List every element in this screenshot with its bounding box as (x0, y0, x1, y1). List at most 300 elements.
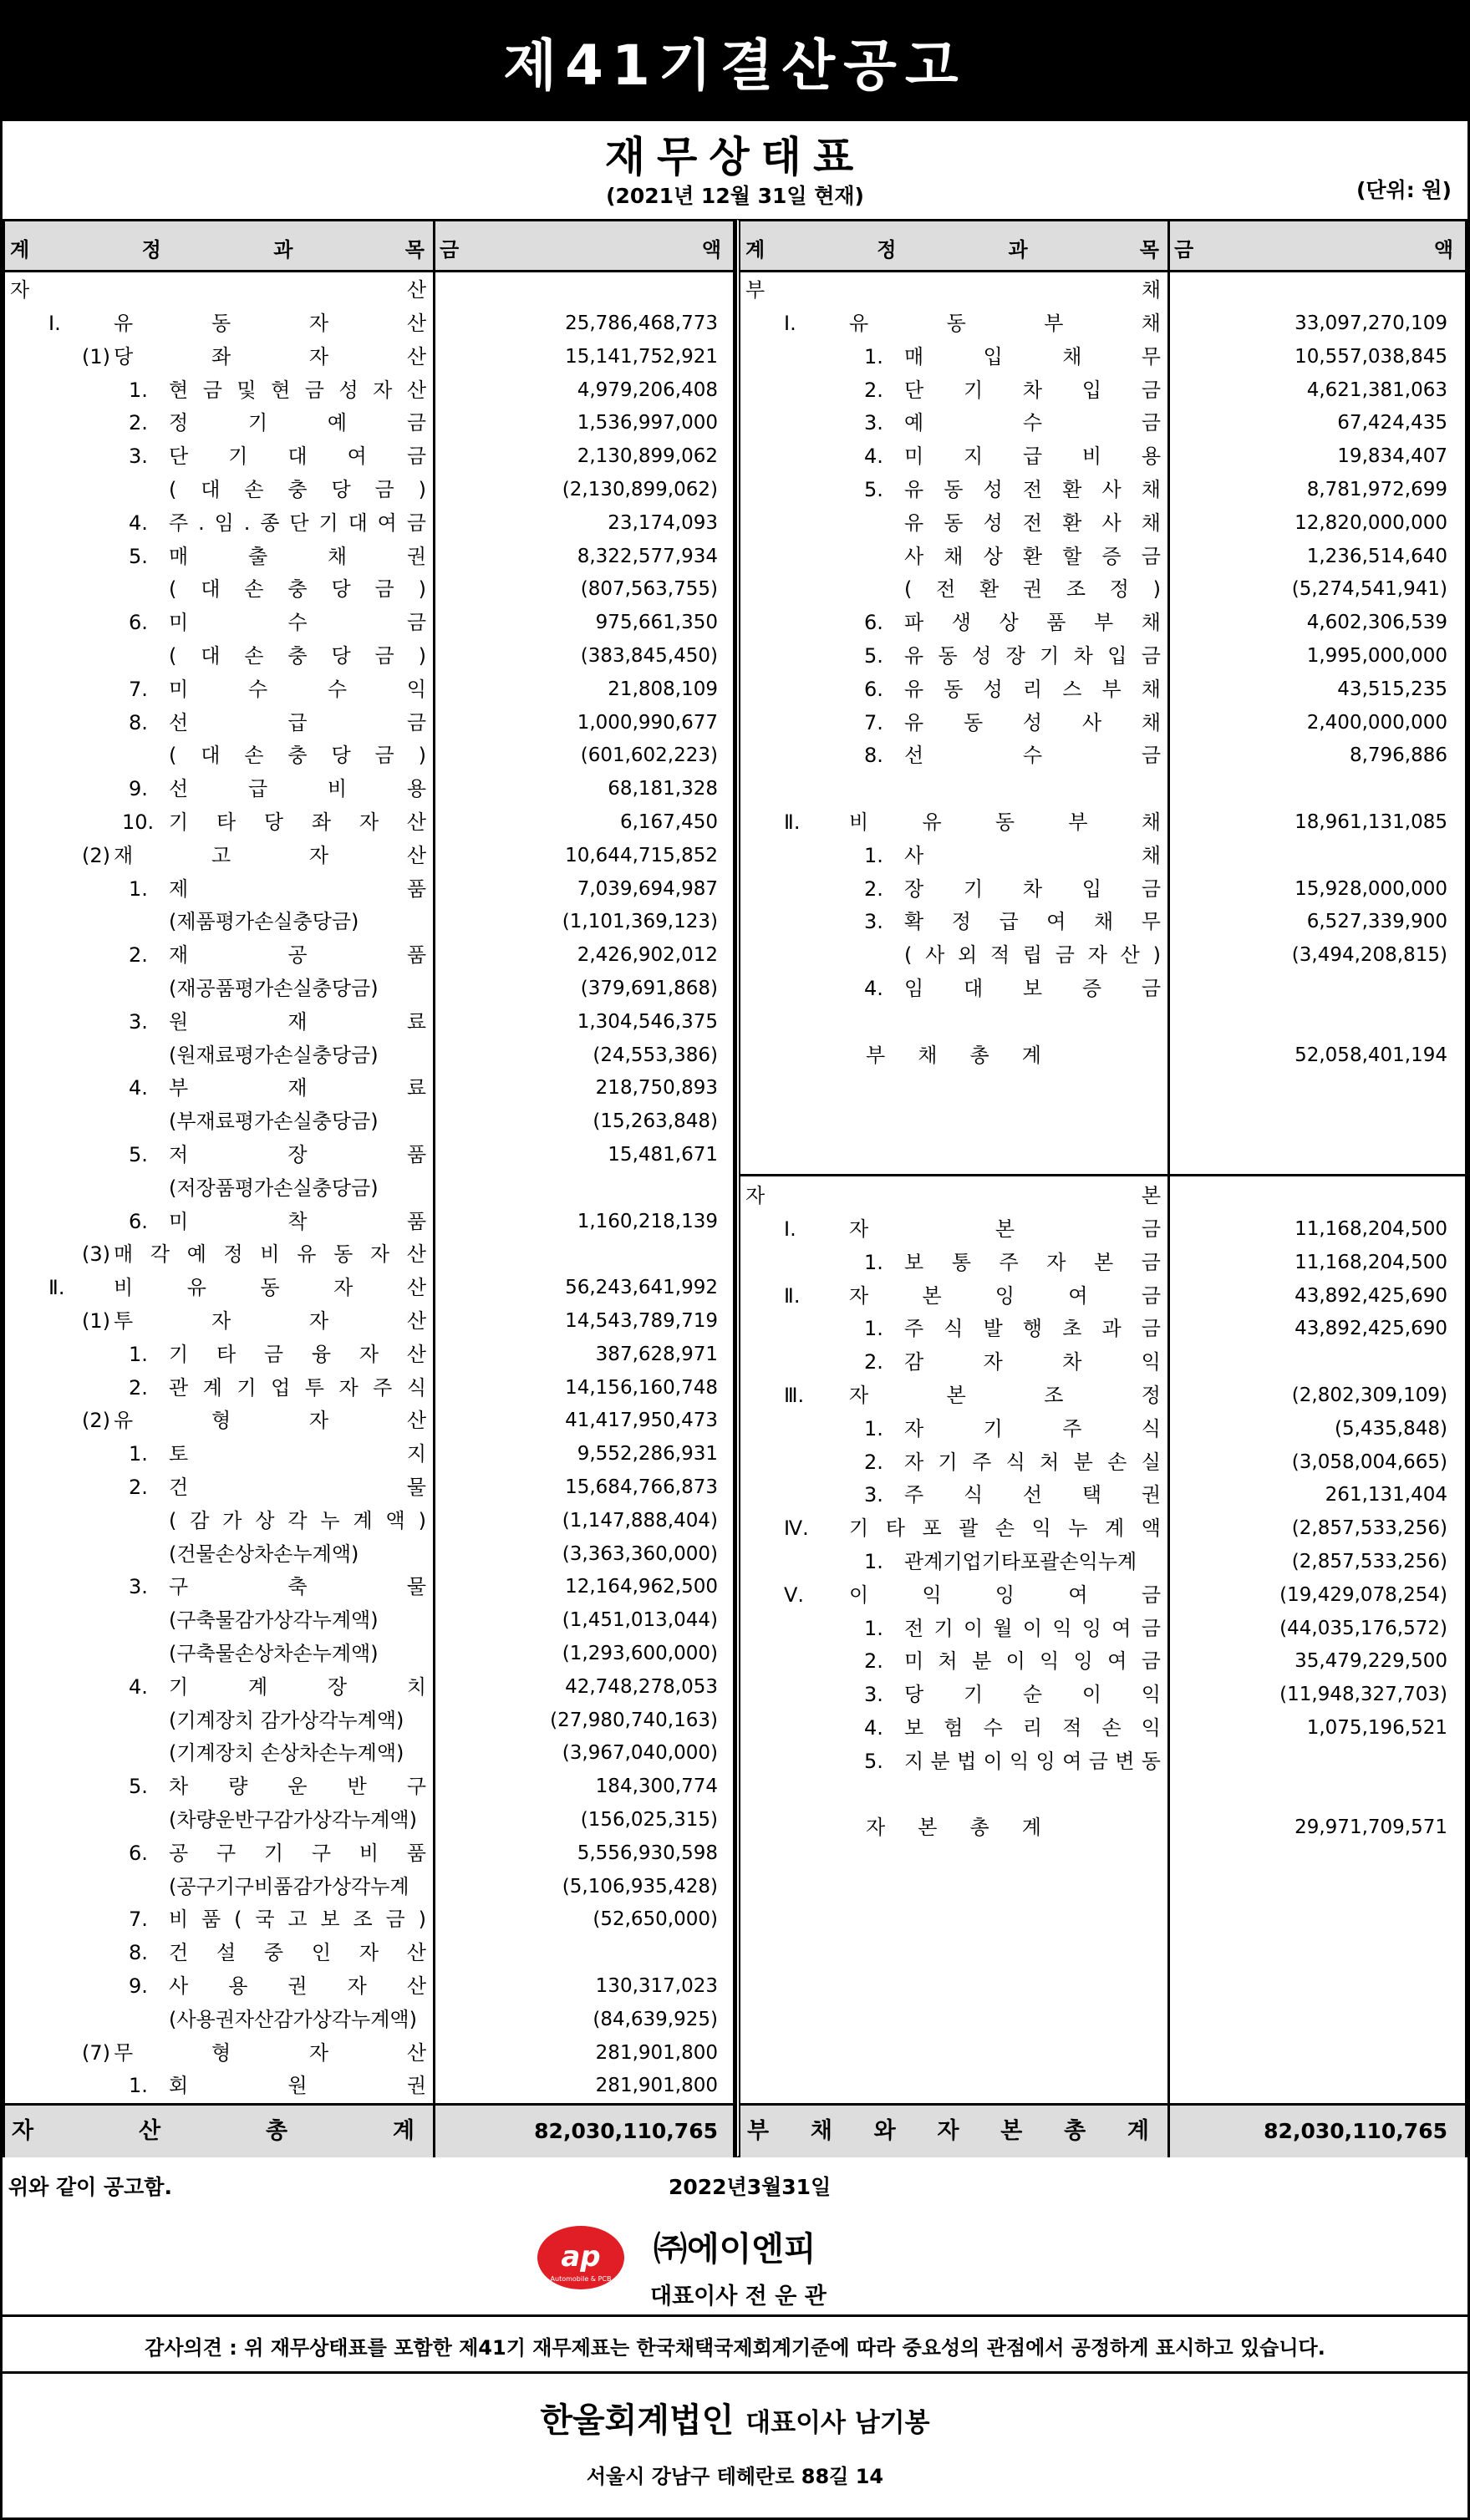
row-label-char: 산 (406, 1342, 426, 1366)
row-label-char: 성 (983, 677, 1003, 701)
row-label-char: 당 (331, 644, 351, 668)
row-label-char: 립 (1022, 943, 1043, 968)
row-amount: (5,106,935,428) (562, 1875, 718, 1898)
row-label (866, 1811, 1041, 1844)
table-row (740, 307, 1465, 340)
table-row (5, 1371, 733, 1405)
row-label-char: 본 (994, 1217, 1015, 1241)
row-label-char: 금 (1141, 1250, 1161, 1274)
row-label-char: ) (418, 1908, 426, 1932)
row-number: 8. (129, 1941, 148, 1965)
row-label-char: 주 (169, 511, 189, 535)
row-label-char: 정 (1109, 577, 1129, 602)
row-label-char: 여 (1111, 1616, 1132, 1640)
row-label (904, 606, 1161, 639)
row-number: 1. (864, 1616, 883, 1640)
row-label-char: 총 (969, 1043, 989, 1067)
row-label (114, 1304, 426, 1338)
row-label-char: 잉 (1035, 1749, 1055, 1773)
row-number: Ⅰ. (784, 1217, 796, 1241)
row-label-char: 산 (406, 1276, 426, 1300)
row-label-char: 이 (983, 1749, 1003, 1773)
row-label (114, 1404, 426, 1437)
row-label-char: 동 (944, 677, 964, 701)
row-label (169, 373, 426, 407)
table-row (740, 340, 1465, 373)
row-label-char: 금 (1141, 1317, 1161, 1341)
header-account (10, 233, 425, 262)
row-label-char: 품 (406, 1841, 426, 1865)
row-label-char: 입 (983, 344, 1003, 368)
row-label (169, 1371, 426, 1405)
row-label (114, 1271, 426, 1304)
row-number: 7. (129, 1908, 148, 1932)
row-label-char: ) (418, 478, 426, 501)
row-label-char: 기 (1040, 644, 1060, 668)
row-label-char: 미 (169, 1209, 189, 1233)
row-label-char: 금 (1141, 644, 1161, 668)
table-row (740, 872, 1465, 906)
row-label-char: 금 (385, 1908, 405, 1932)
row-label-char: 권 (1022, 577, 1043, 602)
firm-name: 한울회계법인 (540, 2401, 735, 2440)
row-amount: 11,168,204,500 (1295, 1218, 1447, 1240)
row-label-char: 축 (287, 1575, 308, 1599)
row-label-char: 지 (904, 1749, 924, 1773)
table-row (5, 972, 733, 1005)
assets-total-label-char: 총 (265, 2118, 288, 2144)
row-label-char: 채 (327, 544, 348, 568)
table-row (5, 739, 733, 772)
row-label-char: 지 (406, 1442, 426, 1466)
row-label-char: 외 (958, 943, 978, 968)
row-amount: (1,147,888,404) (562, 1509, 718, 1532)
row-label-char: 차 (1062, 1350, 1082, 1374)
row-label-char: 익 (1040, 1649, 1060, 1674)
row-label (169, 606, 426, 639)
row-label-char: 임 (904, 977, 924, 1000)
row-label-char: 여 (1068, 1283, 1088, 1308)
row-label-char: 품 (406, 876, 426, 901)
row-label-char: 유 (904, 511, 924, 535)
row-label-char: 중 (263, 1941, 284, 1965)
row-label (904, 905, 1161, 938)
row-label-char: 정 (1141, 1384, 1161, 1407)
row-amount: 19,834,407 (1337, 445, 1447, 468)
row-label-char: 누 (1068, 1517, 1088, 1541)
row-amount: (807,563,755) (580, 578, 718, 601)
row-amount: (3,058,004,665) (1291, 1451, 1447, 1473)
row-amount: (1,451,013,044) (562, 1609, 718, 1632)
row-label-char: ) (418, 1508, 426, 1532)
table-row (740, 1039, 1465, 1072)
table-row (740, 506, 1465, 540)
row-amount: 68,181,328 (608, 778, 718, 800)
table-row (5, 805, 733, 839)
row-number: 2. (129, 1476, 148, 1499)
row-label (866, 1039, 1041, 1072)
table-row (740, 805, 1465, 839)
row-number: 4. (864, 1716, 883, 1740)
row-label-char: 사 (904, 843, 924, 867)
svg-text:Automobile & PCB: Automobile & PCB (550, 2275, 612, 2283)
row-label-char: 채 (1141, 611, 1161, 635)
row-label-char: 치 (406, 1674, 426, 1699)
row-label-char: 이 (1081, 1683, 1102, 1707)
row-label (169, 872, 426, 906)
table-row (740, 1612, 1465, 1645)
row-label: (건물손상차손누계액) (169, 1542, 359, 1566)
assets-total-label-char: 산 (138, 2118, 161, 2144)
row-label-char: 조 (1066, 577, 1086, 602)
assets-total-label (12, 2106, 415, 2157)
row-label-char: 손 (1107, 1450, 1127, 1474)
table-row (740, 1312, 1465, 1345)
row-amount: (52,650,000) (593, 1908, 718, 1931)
row-amount: 130,317,023 (595, 1975, 718, 1997)
column-header (740, 221, 1465, 272)
table-row (5, 1138, 733, 1171)
row-label-char: 구 (406, 1775, 426, 1799)
row-label-char: 각 (287, 1508, 308, 1532)
row-amount: 14,156,160,748 (565, 1376, 718, 1399)
table-row (5, 1603, 733, 1637)
row-label: (제품평가손실충당금) (169, 910, 359, 934)
row-label-char: 품 (406, 1143, 426, 1166)
row-label-char: 산 (406, 1242, 426, 1267)
row-amount: 15,684,766,873 (565, 1476, 718, 1498)
row-label-char: 여 (1107, 1649, 1127, 1674)
row-label-char: 기 (849, 1517, 869, 1541)
table-row (5, 1205, 733, 1238)
row-label-char: 단 (289, 511, 309, 535)
row-label-char: 비 (169, 1908, 189, 1932)
section-row-assets (5, 273, 733, 307)
row-number: 4. (864, 445, 883, 469)
row-label-char: 익 (1010, 1749, 1030, 1773)
table-row (740, 1511, 1465, 1545)
header-account-char: 목 (1139, 238, 1159, 262)
row-label-char: 금 (304, 378, 324, 402)
section-row-liabilities (740, 273, 1465, 307)
row-amount: (156,025,315) (580, 1809, 718, 1831)
row-label (169, 572, 426, 606)
row-number: 6. (129, 1841, 148, 1865)
row-label-char: 저 (169, 1143, 189, 1166)
row-label-char: 기 (963, 876, 984, 901)
row-label-char: 재 (287, 1076, 308, 1100)
row-label-char: 실 (1141, 1450, 1161, 1474)
row-number: Ⅳ. (784, 1517, 809, 1541)
row-number: 5. (864, 478, 883, 501)
row-label (849, 307, 1161, 340)
row-label-char: 보 (1022, 977, 1043, 1000)
row-number: Ⅱ. (48, 1276, 65, 1300)
row-label (904, 340, 1161, 373)
row-amount: (5,435,848) (1334, 1417, 1447, 1440)
table-row (5, 1404, 733, 1437)
row-label (904, 1312, 1161, 1345)
row-label-char: 자 (849, 1217, 869, 1241)
table-row (5, 872, 733, 906)
row-label-char: 수 (327, 677, 348, 701)
row-amount: 43,892,425,690 (1295, 1318, 1447, 1340)
header-account-char: 계 (10, 238, 30, 262)
row-label-char: 익 (406, 677, 426, 701)
row-amount: 2,400,000,000 (1306, 711, 1447, 734)
row-label-char: 타 (216, 810, 237, 834)
row-amount: 6,527,339,900 (1306, 911, 1447, 933)
section-divider (740, 1174, 1465, 1176)
row-label-char: 환 (1062, 478, 1082, 501)
row-label (169, 1138, 426, 1171)
liab-equity-total-label-char: 부 (747, 2118, 770, 2144)
table-row (5, 673, 733, 706)
row-label-char: 료 (406, 1076, 426, 1100)
row-label-char: ( (169, 577, 177, 602)
row-label-char: 기 (933, 1616, 954, 1640)
row-label-char: 산 (406, 1974, 426, 1998)
row-label-char: 현 (169, 378, 189, 402)
row-label-char: 본 (1094, 1250, 1114, 1274)
row-label (904, 839, 1161, 872)
section-label-char: 자 (10, 278, 30, 302)
row-label (849, 1511, 1161, 1545)
row-amount: 9,552,286,931 (577, 1443, 718, 1466)
row-number: 4. (129, 1674, 148, 1699)
row-label-char: 기 (169, 1674, 189, 1699)
row-label (114, 307, 426, 340)
row-label-char: 환 (1062, 511, 1082, 535)
table-row (5, 2003, 733, 2036)
row-label-char: 익 (1141, 1683, 1161, 1707)
row-label-char: ( (169, 478, 177, 501)
row-label-char: 급 (287, 710, 308, 734)
row-label-char: 금 (406, 710, 426, 734)
row-label-char: 자 (359, 810, 379, 834)
row-label (169, 1005, 426, 1039)
row-label-char: 계 (353, 1508, 373, 1532)
row-label-char: 여 (377, 511, 397, 535)
row-label (904, 1678, 1161, 1711)
row-label (169, 1969, 426, 2003)
row-label (904, 540, 1161, 573)
row-label-char: 여 (1068, 1583, 1088, 1607)
row-label-char: 금 (1141, 1616, 1161, 1640)
audit-firm (0, 2394, 1470, 2441)
row-label-char: 금 (406, 611, 426, 635)
row-label-char: 계 (1021, 1043, 1041, 1067)
row-label-char: 잉 (994, 1283, 1015, 1308)
row-label-char: 자 (338, 1375, 359, 1400)
row-number: 5. (129, 1143, 148, 1166)
row-label-char: 자 (359, 1342, 379, 1366)
row-label (114, 839, 426, 872)
section-row-equity (740, 1179, 1465, 1212)
row-label-char: 본 (946, 1384, 966, 1407)
row-label-char: 융 (311, 1342, 332, 1366)
table-row (5, 772, 733, 805)
row-label (169, 1936, 426, 1969)
row-label-char: 자 (308, 843, 329, 867)
table-row (740, 373, 1465, 407)
row-label-char: 여 (347, 445, 367, 469)
row-amount: (19,429,078,254) (1279, 1583, 1447, 1606)
row-label: (기계장치 손상차손누계액) (169, 1741, 404, 1766)
row-label (904, 373, 1161, 407)
row-label-char: 상 (999, 611, 1019, 635)
row-label (169, 706, 426, 739)
row-label-char: 동 (1141, 1749, 1161, 1773)
table-row (5, 2036, 733, 2070)
row-label-char: 총 (969, 1816, 989, 1840)
row-number: 8. (129, 710, 148, 734)
row-label-char: 건 (169, 1476, 189, 1499)
row-amount: 1,236,514,640 (1306, 545, 1447, 567)
row-label-char: 기 (938, 1450, 958, 1474)
table-row (5, 406, 733, 439)
table-row (5, 1171, 733, 1205)
row-amount: 281,901,800 (595, 2075, 718, 2097)
row-label (849, 1379, 1161, 1412)
row-label-char: 금 (374, 744, 394, 768)
header-amount-char: 금 (1174, 238, 1194, 262)
row-label-char: ( (169, 644, 177, 668)
row-label-char: 리 (1022, 677, 1043, 701)
row-label-char: 비 (114, 1276, 134, 1300)
section-label-char: 본 (1141, 1184, 1161, 1207)
row-label-char: 자 (904, 1450, 924, 1474)
row-number: 9. (129, 1974, 148, 1998)
row-label-char: 금 (1141, 1217, 1161, 1241)
row-number: 3. (129, 445, 148, 469)
row-label-char: 자 (333, 1276, 354, 1300)
row-label-char: 산 (406, 1941, 426, 1965)
row-label-char: 익 (1141, 1350, 1161, 1374)
row-label (169, 805, 426, 839)
row-amount: 4,979,206,408 (577, 379, 718, 401)
row-label (169, 1770, 426, 1803)
row-label-char: 자 (359, 1941, 379, 1965)
table-row (5, 1504, 733, 1537)
row-label-char: 선 (169, 777, 189, 801)
row-amount: 21,808,109 (608, 678, 718, 700)
row-label-char: 금 (1141, 1649, 1161, 1674)
row-label-char: 사 (1101, 478, 1122, 501)
row-label-char: 환 (1022, 544, 1043, 568)
row-number: (2) (82, 1409, 110, 1433)
header-account (745, 233, 1159, 262)
row-label-char: 현 (271, 378, 291, 402)
row-number: 10. (122, 810, 155, 834)
row-number: 6. (129, 1209, 148, 1233)
liab-equity-total-label (747, 2106, 1149, 2157)
table-row (5, 1237, 733, 1271)
company-name: ㈜에이엔피 (654, 2230, 816, 2269)
row-label-char: 채 (1062, 344, 1082, 368)
row-label-char: 금 (406, 511, 426, 535)
divider (0, 2314, 1470, 2317)
notice-date: 2022년3월31일 (669, 2175, 832, 2199)
row-label-char: 장 (327, 1674, 348, 1699)
row-number: 1. (129, 378, 148, 402)
row-label-char: 순 (1022, 1683, 1043, 1707)
row-label (904, 1745, 1161, 1778)
table-row (5, 572, 733, 606)
row-amount: (1,293,600,000) (562, 1643, 718, 1664)
row-label-char: 선 (169, 710, 189, 734)
row-label-char: 급 (999, 910, 1019, 934)
table-row (740, 1811, 1465, 1844)
row-number: 2. (864, 876, 883, 901)
row-label-char: 증 (1081, 977, 1102, 1000)
row-label-char: 대 (201, 644, 221, 668)
header-amount-char: 액 (701, 238, 721, 262)
row-label-char: 자 (849, 1283, 869, 1308)
table-row (5, 1071, 733, 1105)
row-label-char: 행 (1022, 1317, 1043, 1341)
row-label-char: 자 (849, 1384, 869, 1407)
row-label-char: 자 (308, 1409, 329, 1433)
row-label-char: 동 (211, 312, 231, 335)
table-row (740, 540, 1465, 573)
table-row (740, 1678, 1465, 1711)
row-label-char: 형 (211, 2040, 231, 2065)
table-row (5, 473, 733, 506)
row-amount: (2,857,533,256) (1291, 1551, 1447, 1572)
row-label-char: 유 (186, 1276, 206, 1300)
row-label-char: 상 (255, 1508, 275, 1532)
table-row (5, 2069, 733, 2102)
row-label-char: 금 (406, 445, 426, 469)
row-label-char: 유 (904, 478, 924, 501)
row-label (904, 439, 1161, 473)
table-row (5, 1936, 733, 1969)
row-number: 3. (129, 1575, 148, 1599)
row-label-char: 계 (247, 1674, 268, 1699)
row-label-char: 산 (406, 843, 426, 867)
table-row (740, 1711, 1465, 1745)
row-label-char: 금 (1141, 1583, 1161, 1607)
row-number: 2. (129, 1375, 148, 1400)
row-label-char: 손 (1101, 1716, 1122, 1740)
table-row (5, 506, 733, 540)
table-row (5, 1803, 733, 1837)
row-label-char: ( (904, 943, 913, 968)
row-amount: 2,426,902,012 (577, 944, 718, 967)
row-label-char: 주 (373, 1375, 393, 1400)
row-amount: (2,802,309,109) (1291, 1384, 1447, 1406)
row-number: 1. (864, 1250, 883, 1274)
row-label (169, 439, 426, 473)
row-amount: 42,748,278,053 (565, 1675, 718, 1698)
section-label-char: 채 (1141, 278, 1161, 302)
row-number: 1. (864, 1550, 883, 1573)
row-amount: 33,097,270,109 (1295, 312, 1447, 334)
row-label-char: 권 (406, 544, 426, 568)
row-amount: 12,164,962,500 (565, 1576, 718, 1598)
row-label-char: 전 (904, 1616, 924, 1640)
row-label-char: 차 (1022, 378, 1043, 402)
table-row (740, 839, 1465, 872)
row-label-char: 유 (849, 312, 869, 335)
row-label-char: 품 (406, 943, 426, 968)
row-label-char: 수 (247, 677, 268, 701)
row-amount: 975,661,350 (595, 612, 718, 634)
row-label-char: 성 (1022, 710, 1043, 734)
row-label-char: 생 (951, 611, 971, 635)
liab-equity-total-label-char: 총 (1064, 2118, 1086, 2144)
